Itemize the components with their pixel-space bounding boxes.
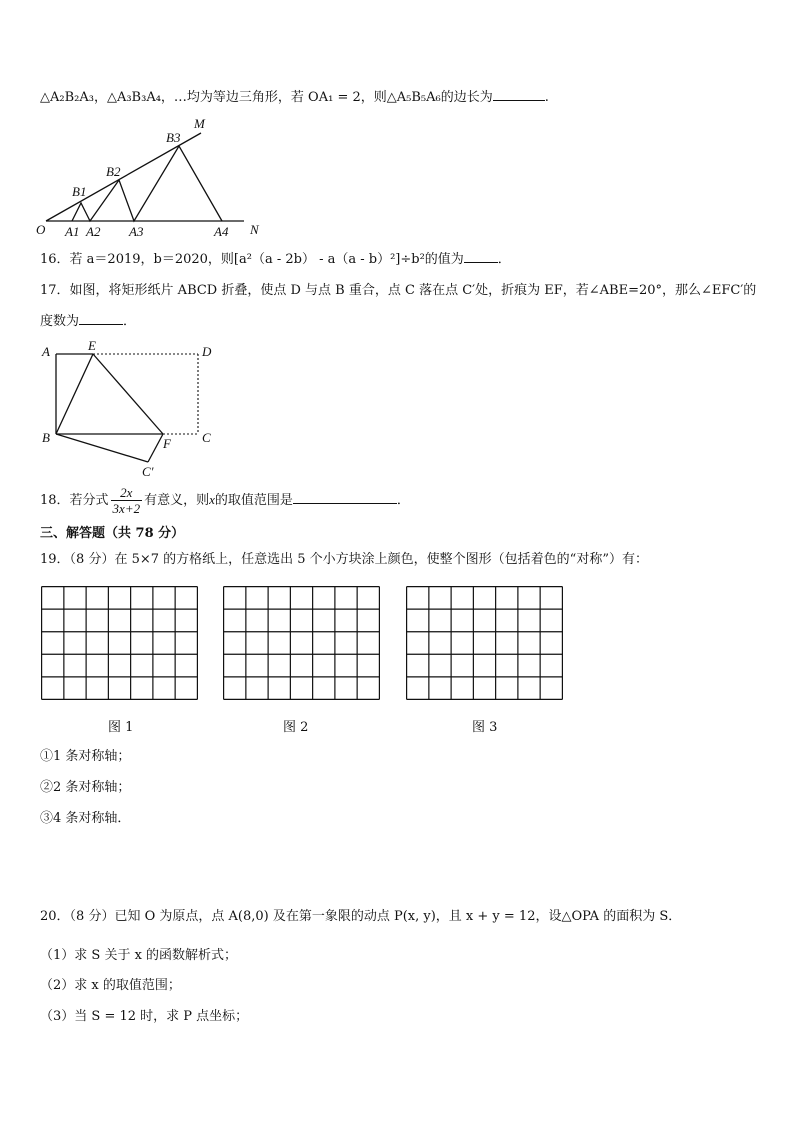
- q19-text: 19．（8 分）在 5×7 的方格纸上，任意选出 5 个小方块涂上颜色，使整个图形（包括着色的“对称”）有：: [40, 552, 648, 567]
- q17-text: 度数为: [40, 314, 80, 329]
- label-B1: B1: [72, 184, 87, 199]
- segment-EF: [93, 354, 163, 434]
- q19-caption-2: 图 2: [283, 720, 309, 735]
- segment-CprimeF: [148, 434, 163, 462]
- q19-item-2: ②2 条对称轴；: [40, 780, 131, 795]
- q19-item-1: ①1 条对称轴；: [40, 749, 131, 764]
- equilateral-chain: [72, 146, 222, 221]
- q19-grid-3[interactable]: [406, 586, 563, 700]
- label-A4: A4: [214, 224, 229, 239]
- ray-om: [46, 133, 201, 221]
- q16-text: 16．若 a＝2019，b＝2020，则[a²（a - 2b） - a（a - b）²]÷b²的值为: [40, 252, 464, 267]
- label-A1: A1: [65, 224, 80, 239]
- q18-suffix: 的取值范围是: [214, 493, 293, 508]
- section-3-title: 三、解答题（共 78 分）: [40, 526, 185, 541]
- label-N: N: [250, 222, 259, 237]
- q18-answer-blank[interactable]: [293, 491, 397, 504]
- q17-end: ．: [123, 314, 137, 329]
- label-F: F: [163, 436, 171, 451]
- q16-line: [40, 250, 511, 269]
- q19-caption-3: 图 3: [472, 720, 498, 735]
- q19-item-3: ③4 条对称轴．: [40, 811, 131, 826]
- q16-answer-blank[interactable]: [464, 250, 498, 263]
- q20-item-3: （3）当 S = 12 时，求 P 点坐标；: [40, 1009, 249, 1024]
- label-B3: B3: [166, 130, 181, 145]
- q15-text-line: [40, 88, 549, 107]
- q17-fold-figure: [36, 336, 226, 481]
- q15-triangle-figure: [36, 114, 266, 240]
- q19-grid-2[interactable]: [223, 586, 380, 700]
- q17-line1: 17．如图，将矩形纸片 ABCD 折叠，使点 D 与点 B 重合，点 C 落在点 C′处，折痕为 EF，若∠ABE=20°，那么∠EFC′的: [40, 283, 757, 298]
- label-D: D: [202, 344, 212, 359]
- q18-denominator: 3x+2: [112, 501, 141, 516]
- label-Cprime: C′: [142, 464, 154, 479]
- label-B2: B2: [106, 164, 121, 179]
- q18-end: ．: [396, 493, 410, 508]
- label-A: A: [42, 344, 50, 359]
- q17-answer-blank[interactable]: [79, 312, 123, 325]
- q16-end: ．: [497, 252, 511, 267]
- label-B: B: [42, 430, 50, 445]
- label-A3: A3: [129, 224, 144, 239]
- q19-caption-1: 图 1: [108, 720, 134, 735]
- q15-end: .: [544, 90, 549, 105]
- q17-line2: [40, 312, 136, 331]
- q18-line: [40, 484, 410, 517]
- label-E: E: [88, 338, 96, 353]
- q18-prefix: 18．若分式: [40, 493, 109, 508]
- q18-numerator: 2x: [111, 485, 143, 501]
- segment-BCprime: [56, 434, 148, 462]
- label-O: O: [36, 222, 46, 237]
- segment-BE: [56, 354, 93, 434]
- q18-fraction: [111, 485, 143, 516]
- q18-var: x: [209, 492, 215, 507]
- label-A2: A2: [86, 224, 101, 239]
- q15-answer-blank[interactable]: [493, 88, 545, 101]
- q18-middle: 有意义，则: [144, 493, 210, 508]
- q15-text: △A₂B₂A₃，△A₃B₃A₄，…均为等边三角形，若 OA₁ = 2，则△A₅B₅A₆的边长为: [40, 90, 493, 105]
- q19-grid-1[interactable]: [41, 586, 198, 700]
- q20-item-1: （1）求 S 关于 x 的函数解析式；: [40, 948, 238, 963]
- label-C: C: [202, 430, 211, 445]
- q20-item-2: （2）求 x 的取值范围；: [40, 978, 181, 993]
- label-M: M: [194, 116, 205, 131]
- q20-text: 20．（8 分）已知 O 为原点，点 A(8,0) 及在第一象限的动点 P(x, y)，且 x + y = 12，设△OPA 的面积为 S．: [40, 909, 682, 924]
